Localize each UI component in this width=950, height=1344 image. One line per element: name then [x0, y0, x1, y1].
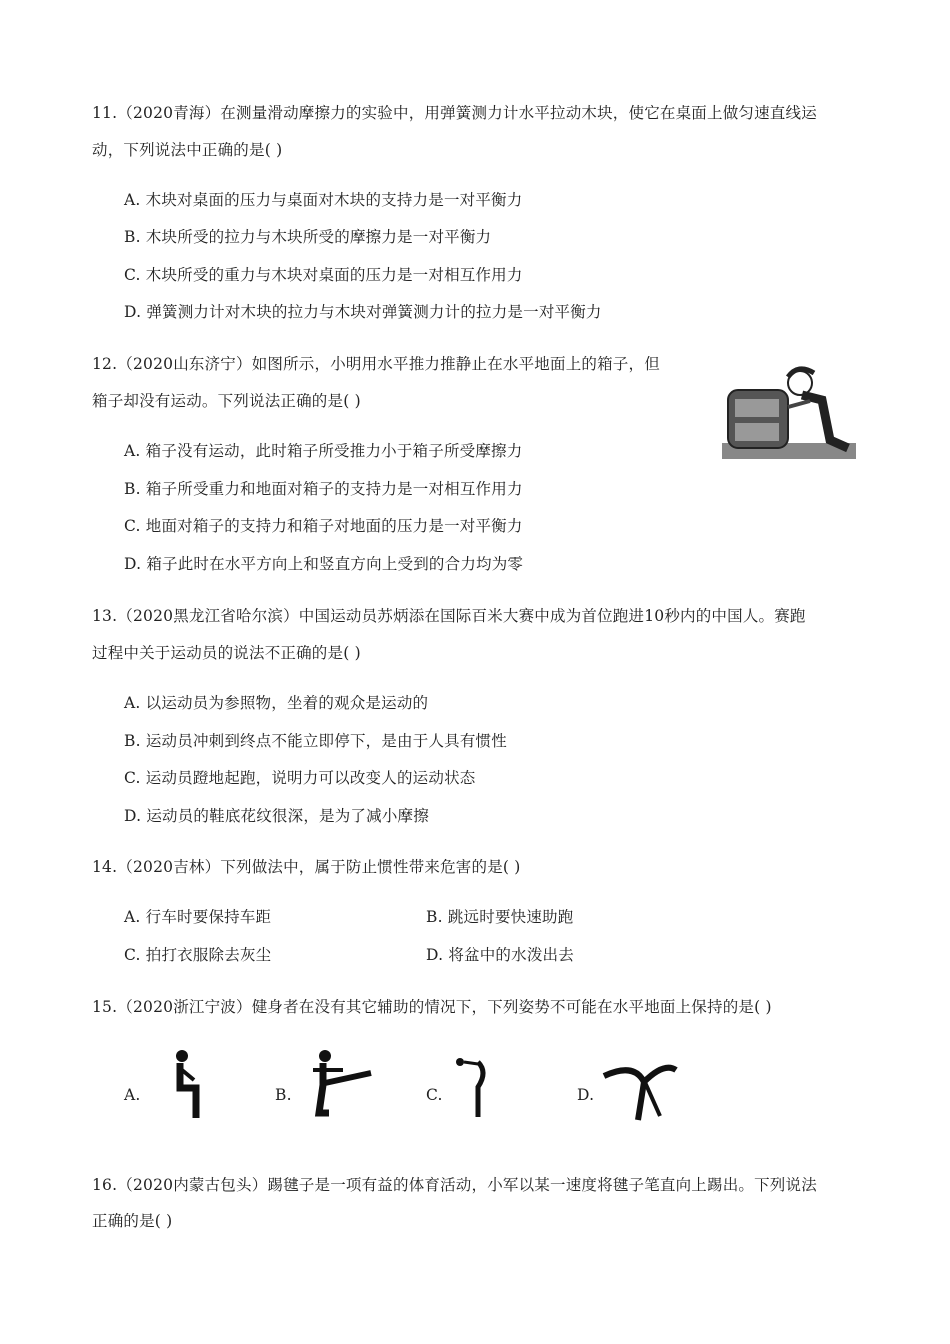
option-b: B. 运动员冲刺到终点不能立即停下，是由于人具有惯性: [124, 732, 507, 750]
sitting-pose-figure: [160, 1048, 205, 1123]
option-b: B. 箱子所受重力和地面对箱子的支持力是一对相互作用力: [124, 480, 523, 498]
question-text: 12.（2020山东济宁）如图所示，小明用水平推力推静止在水平地面上的箱子，但: [92, 355, 660, 373]
question-text: 动，下列说法中正确的是( ): [92, 141, 283, 159]
option-c: C. 地面对箱子的支持力和箱子对地面的压力是一对平衡力: [124, 517, 523, 535]
question-text: 13.（2020黑龙江省哈尔滨）中国运动员苏炳添在国际百米大赛中成为首位跑进10秒内的中国人。赛跑: [92, 607, 806, 625]
question-text: 14.（2020吉林）下列做法中，属于防止惯性带来危害的是( ): [92, 858, 521, 876]
option-c: C. 木块所受的重力与木块对桌面的压力是一对相互作用力: [124, 266, 523, 284]
option-b: B. 跳远时要快速助跑: [426, 908, 574, 926]
question-text: 16.（2020内蒙古包头）踢毽子是一项有益的体育活动，小军以某一速度将毽子笔直向上踢出。下列说法: [92, 1176, 817, 1194]
option-c: C. 拍打衣服除去灰尘: [124, 946, 272, 964]
option-c: C. 运动员蹬地起跑，说明力可以改变人的运动状态: [124, 769, 476, 787]
question-text: 箱子却没有运动。下列说法正确的是( ): [92, 392, 361, 410]
option-d: D. 箱子此时在水平方向上和竖直方向上受到的合力均为零: [124, 555, 524, 573]
option-b: B. 木块所受的拉力与木块所受的摩擦力是一对平衡力: [124, 228, 492, 246]
option-d: D. 弹簧测力计对木块的拉力与木块对弹簧测力计的拉力是一对平衡力: [124, 303, 602, 321]
option-a: A. 箱子没有运动，此时箱子所受推力小于箱子所受摩擦力: [124, 442, 523, 460]
option-d: D. 将盆中的水泼出去: [426, 946, 574, 964]
option-b: B.: [275, 1086, 292, 1104]
option-a: A. 木块对桌面的压力与桌面对木块的支持力是一对平衡力: [124, 191, 523, 209]
question-text: 正确的是( ): [92, 1212, 173, 1230]
boy-pushing-box-image: [720, 355, 860, 465]
option-c: C.: [426, 1086, 443, 1104]
kicking-pose-figure: [303, 1048, 378, 1123]
question-text: 15.（2020浙江宁波）健身者在没有其它辅助的情况下，下列姿势不可能在水平地面上保持的是( ): [92, 998, 772, 1016]
option-a: A.: [124, 1086, 141, 1104]
question-text: 11.（2020青海）在测量滑动摩擦力的实验中，用弹簧测力计水平拉动木块，使它在桌面上做匀速直线运: [92, 104, 817, 122]
option-d: D.: [577, 1086, 595, 1104]
option-a: A. 行车时要保持车距: [124, 908, 272, 926]
balance-pose-figure: [450, 1052, 495, 1122]
split-pose-figure: [600, 1058, 680, 1123]
option-a: A. 以运动员为参照物，坐着的观众是运动的: [124, 694, 429, 712]
option-d: D. 运动员的鞋底花纹很深，是为了减小摩擦: [124, 807, 429, 825]
question-text: 过程中关于运动员的说法不正确的是( ): [92, 644, 361, 662]
